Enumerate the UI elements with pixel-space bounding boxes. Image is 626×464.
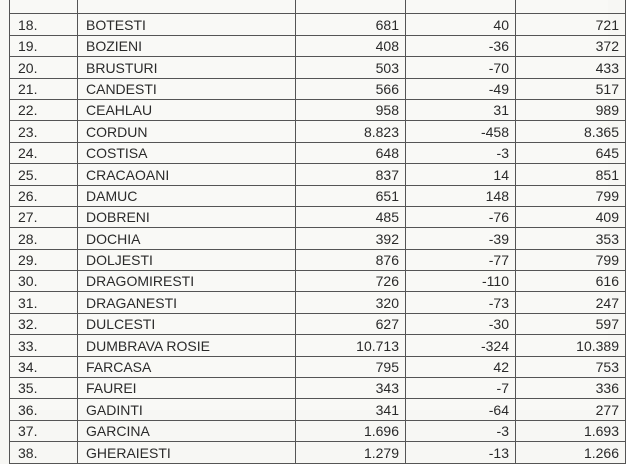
locality-name: CORDUN bbox=[78, 121, 296, 142]
value-final: 353 bbox=[516, 228, 626, 249]
value-final: 247 bbox=[516, 292, 626, 313]
value-change: -76 bbox=[406, 206, 516, 227]
value-initial: 8.823 bbox=[296, 121, 406, 142]
row-number: 21. bbox=[10, 78, 78, 99]
value-change: -39 bbox=[406, 228, 516, 249]
row-number: 24. bbox=[10, 142, 78, 163]
value-initial: 343 bbox=[296, 378, 406, 399]
row-number: 19. bbox=[10, 35, 78, 56]
table-body bbox=[10, 0, 626, 463]
value-final: 409 bbox=[516, 206, 626, 227]
locality-name: BRUSTURI bbox=[78, 57, 296, 78]
value-initial: 958 bbox=[296, 99, 406, 120]
value-initial: 681 bbox=[296, 14, 406, 35]
value-change: -30 bbox=[406, 313, 516, 334]
value-final: 799 bbox=[516, 185, 626, 206]
row-number: 28. bbox=[10, 228, 78, 249]
value-change bbox=[406, 0, 516, 14]
locality-name: GARCINA bbox=[78, 420, 296, 441]
value-final: 433 bbox=[516, 57, 626, 78]
value-final: 851 bbox=[516, 164, 626, 185]
value-initial bbox=[296, 0, 406, 14]
table-row bbox=[10, 249, 626, 270]
value-final: 616 bbox=[516, 271, 626, 292]
value-initial: 503 bbox=[296, 57, 406, 78]
value-initial: 651 bbox=[296, 185, 406, 206]
value-final: 753 bbox=[516, 356, 626, 377]
locality-name: DOLJESTI bbox=[78, 249, 296, 270]
table-row bbox=[10, 378, 626, 399]
locality-table bbox=[9, 0, 626, 464]
locality-name: FAUREI bbox=[78, 378, 296, 399]
value-change: -73 bbox=[406, 292, 516, 313]
value-initial: 726 bbox=[296, 271, 406, 292]
table-row bbox=[10, 228, 626, 249]
value-change: -36 bbox=[406, 35, 516, 56]
row-number: 27. bbox=[10, 206, 78, 227]
value-final bbox=[516, 0, 626, 14]
value-initial: 408 bbox=[296, 35, 406, 56]
locality-name: COSTISA bbox=[78, 142, 296, 163]
table-row bbox=[10, 313, 626, 334]
locality-name: BOTESTI bbox=[78, 14, 296, 35]
table-row bbox=[10, 35, 626, 56]
value-change: -70 bbox=[406, 57, 516, 78]
row-number: 32. bbox=[10, 313, 78, 334]
table-row bbox=[10, 185, 626, 206]
row-number: 23. bbox=[10, 121, 78, 142]
locality-name: BOZIENI bbox=[78, 35, 296, 56]
value-final: 517 bbox=[516, 78, 626, 99]
locality-name: DAMUC bbox=[78, 185, 296, 206]
locality-name: DOBRENI bbox=[78, 206, 296, 227]
table-row bbox=[10, 399, 626, 420]
value-initial: 566 bbox=[296, 78, 406, 99]
row-number bbox=[10, 0, 78, 14]
value-change: -77 bbox=[406, 249, 516, 270]
value-initial: 485 bbox=[296, 206, 406, 227]
value-initial: 1.279 bbox=[296, 442, 406, 463]
locality-name: DULCESTI bbox=[78, 313, 296, 334]
value-initial: 648 bbox=[296, 142, 406, 163]
table-row bbox=[10, 356, 626, 377]
value-change: -3 bbox=[406, 420, 516, 441]
row-number: 34. bbox=[10, 356, 78, 377]
value-change: -458 bbox=[406, 121, 516, 142]
table-row bbox=[10, 271, 626, 292]
locality-name: DOCHIA bbox=[78, 228, 296, 249]
value-change: -64 bbox=[406, 399, 516, 420]
value-final: 645 bbox=[516, 142, 626, 163]
row-number: 29. bbox=[10, 249, 78, 270]
value-final: 336 bbox=[516, 378, 626, 399]
value-change: -49 bbox=[406, 78, 516, 99]
locality-name: GHERAIESTI bbox=[78, 442, 296, 463]
table-row bbox=[10, 99, 626, 120]
row-number: 30. bbox=[10, 271, 78, 292]
table-row bbox=[10, 420, 626, 441]
value-change: 14 bbox=[406, 164, 516, 185]
table-row bbox=[10, 442, 626, 463]
row-number: 25. bbox=[10, 164, 78, 185]
value-initial: 795 bbox=[296, 356, 406, 377]
row-number: 38. bbox=[10, 442, 78, 463]
value-final: 1.693 bbox=[516, 420, 626, 441]
value-change: -110 bbox=[406, 271, 516, 292]
value-initial: 10.713 bbox=[296, 335, 406, 356]
value-change: -3 bbox=[406, 142, 516, 163]
locality-name: FARCASA bbox=[78, 356, 296, 377]
table-row bbox=[10, 78, 626, 99]
value-initial: 320 bbox=[296, 292, 406, 313]
locality-name: DRAGOMIRESTI bbox=[78, 271, 296, 292]
table-row bbox=[10, 335, 626, 356]
value-final: 799 bbox=[516, 249, 626, 270]
row-number: 26. bbox=[10, 185, 78, 206]
value-final: 597 bbox=[516, 313, 626, 334]
value-change: -7 bbox=[406, 378, 516, 399]
locality-name bbox=[78, 0, 296, 14]
row-number: 35. bbox=[10, 378, 78, 399]
value-initial: 837 bbox=[296, 164, 406, 185]
row-number: 22. bbox=[10, 99, 78, 120]
value-final: 989 bbox=[516, 99, 626, 120]
table-row-partial bbox=[10, 0, 626, 14]
row-number: 31. bbox=[10, 292, 78, 313]
value-change: 42 bbox=[406, 356, 516, 377]
value-final: 10.389 bbox=[516, 335, 626, 356]
row-number: 37. bbox=[10, 420, 78, 441]
locality-name: GADINTI bbox=[78, 399, 296, 420]
value-change: 40 bbox=[406, 14, 516, 35]
table-row bbox=[10, 121, 626, 142]
table-row bbox=[10, 206, 626, 227]
value-final: 277 bbox=[516, 399, 626, 420]
value-final: 372 bbox=[516, 35, 626, 56]
value-change: -324 bbox=[406, 335, 516, 356]
value-initial: 1.696 bbox=[296, 420, 406, 441]
value-change: 31 bbox=[406, 99, 516, 120]
row-number: 20. bbox=[10, 57, 78, 78]
locality-name: CEAHLAU bbox=[78, 99, 296, 120]
value-initial: 392 bbox=[296, 228, 406, 249]
locality-name: CANDESTI bbox=[78, 78, 296, 99]
table-row bbox=[10, 292, 626, 313]
locality-name: DRAGANESTI bbox=[78, 292, 296, 313]
table-row bbox=[10, 14, 626, 35]
locality-name: CRACAOANI bbox=[78, 164, 296, 185]
row-number: 18. bbox=[10, 14, 78, 35]
value-final: 1.266 bbox=[516, 442, 626, 463]
value-initial: 341 bbox=[296, 399, 406, 420]
value-initial: 876 bbox=[296, 249, 406, 270]
row-number: 33. bbox=[10, 335, 78, 356]
locality-name: DUMBRAVA ROSIE bbox=[78, 335, 296, 356]
value-final: 721 bbox=[516, 14, 626, 35]
table-row bbox=[10, 142, 626, 163]
value-change: -13 bbox=[406, 442, 516, 463]
value-change: 148 bbox=[406, 185, 516, 206]
table-row bbox=[10, 164, 626, 185]
value-initial: 627 bbox=[296, 313, 406, 334]
row-number: 36. bbox=[10, 399, 78, 420]
value-final: 8.365 bbox=[516, 121, 626, 142]
table-row bbox=[10, 57, 626, 78]
